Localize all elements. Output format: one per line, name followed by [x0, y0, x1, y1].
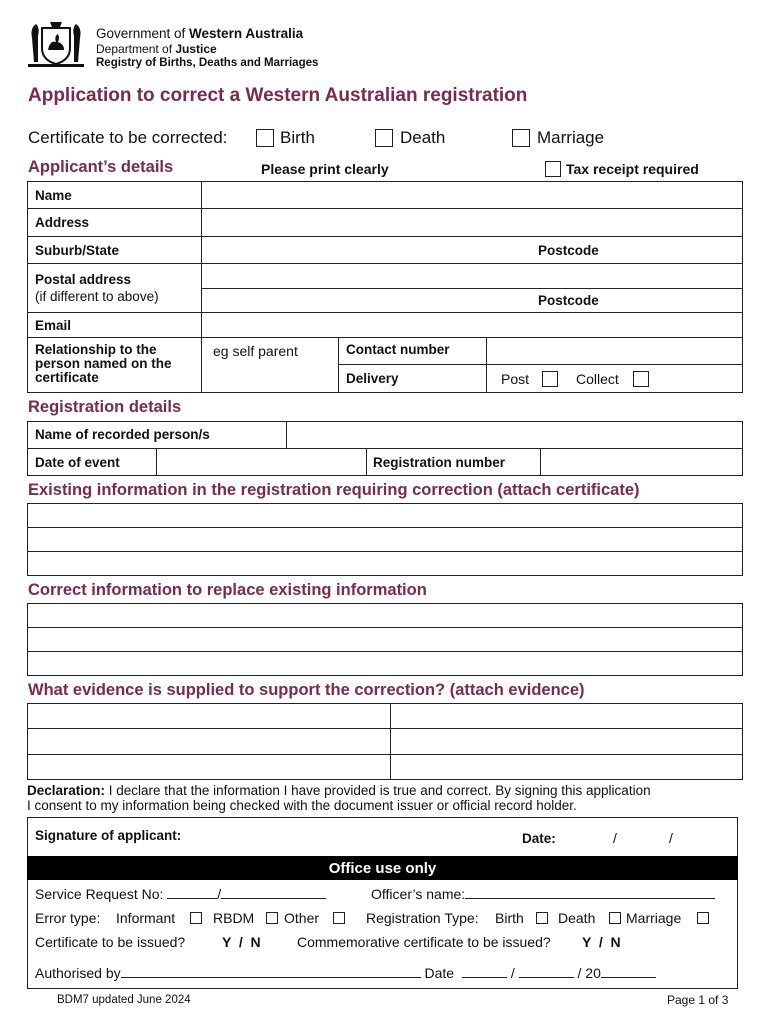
signature-date-slash: / [613, 830, 617, 846]
signature-date-slash: / [669, 830, 673, 846]
error-type-label: Error type: [35, 910, 101, 926]
reg-type-death-label: Death [558, 910, 596, 926]
page-title: Application to correct a Western Australian registration [28, 85, 528, 106]
registration-details-heading: Registration details [28, 398, 182, 416]
evidence-cell[interactable] [391, 704, 742, 728]
commemorative-label: Commemorative certificate to be issued? [297, 934, 551, 950]
reg-type-death-checkbox[interactable] [609, 912, 621, 924]
address-field[interactable] [202, 209, 742, 236]
tax-receipt-checkbox[interactable] [545, 161, 561, 177]
suburb-state-field[interactable] [202, 237, 532, 263]
recorded-name-field[interactable] [287, 422, 742, 448]
informant-checkbox[interactable] [190, 912, 202, 924]
registration-number-label: Registration number [373, 455, 506, 470]
correct-info-line[interactable] [28, 628, 742, 651]
birth-option-label: Birth [280, 128, 315, 147]
collect-checkbox[interactable] [633, 371, 649, 387]
signature-date-label: Date: [522, 831, 556, 846]
service-request-row: Service Request No: / [35, 886, 326, 902]
evidence-cell[interactable] [28, 729, 390, 754]
collect-label: Collect [576, 371, 619, 387]
date-of-event-field[interactable] [157, 449, 366, 475]
postal-address-field[interactable] [202, 264, 742, 288]
correct-info-line[interactable] [28, 604, 742, 627]
relationship-hint: eg self parent [213, 343, 298, 359]
evidence-cell[interactable] [28, 755, 390, 779]
footer-page-number: Page 1 of 3 [667, 993, 729, 1007]
reg-type-marriage-label: Marriage [626, 910, 682, 926]
address-label: Address [35, 215, 90, 230]
applicant-details-heading: Applicant’s details [28, 158, 174, 176]
declaration-text: Declaration: I declare that the information I have provided is true and correct. By signing this application I consent to my information being checked with the document issuer or official record holder. [27, 783, 651, 813]
certificate-issued-yn[interactable]: Y / N [222, 934, 261, 950]
authorised-row: Authorised by Date / / 20 [35, 965, 656, 981]
existing-info-line[interactable] [28, 504, 742, 527]
recorded-name-label: Name of recorded person/s [35, 427, 210, 442]
delivery-label: Delivery [346, 371, 399, 386]
evidence-cell[interactable] [28, 704, 390, 728]
postal-address-note: (if different to above) [35, 289, 159, 304]
commemorative-yn[interactable]: Y / N [582, 934, 621, 950]
rbdm-checkbox[interactable] [266, 912, 278, 924]
signature-label: Signature of applicant: [35, 828, 182, 843]
rbdm-label: RBDM [213, 910, 255, 926]
wa-crest-logo [24, 18, 88, 70]
existing-info-heading: Existing information in the registration requiring correction (attach certificate) [28, 481, 640, 499]
relationship-label: Relationship to the person named on the certificate [35, 342, 172, 385]
footer-version: BDM7 updated June 2024 [57, 994, 191, 1006]
death-option-label: Death [400, 128, 446, 147]
post-checkbox[interactable] [542, 371, 558, 387]
email-label: Email [35, 318, 72, 333]
reg-type-birth-label: Birth [495, 910, 524, 926]
reg-type-marriage-checkbox[interactable] [697, 912, 709, 924]
registry-name: Registry of Births, Deaths and Marriages [96, 57, 319, 69]
marriage-option-label: Marriage [537, 128, 605, 147]
postcode-label: Postcode [538, 243, 599, 258]
name-label: Name [35, 188, 72, 203]
department-name: Department of Justice [96, 42, 217, 56]
post-label: Post [501, 371, 530, 387]
death-checkbox[interactable] [375, 129, 393, 147]
other-checkbox[interactable] [333, 912, 345, 924]
contact-number-label: Contact number [346, 342, 450, 357]
birth-checkbox[interactable] [256, 129, 274, 147]
existing-info-line[interactable] [28, 552, 742, 575]
evidence-cell[interactable] [391, 729, 742, 754]
existing-info-line[interactable] [28, 528, 742, 551]
correct-info-line[interactable] [28, 652, 742, 675]
postal-address-label: Postal address [35, 272, 132, 287]
signature-field[interactable] [210, 822, 510, 852]
evidence-cell[interactable] [391, 755, 742, 779]
name-field[interactable] [202, 182, 742, 208]
contact-number-field[interactable] [487, 338, 742, 364]
registration-number-field[interactable] [541, 449, 742, 475]
marriage-checkbox[interactable] [512, 129, 530, 147]
print-clearly-note: Please print clearly [261, 161, 389, 177]
reg-type-birth-checkbox[interactable] [536, 912, 548, 924]
informant-label: Informant [116, 910, 176, 926]
officer-name-row: Officer’s name: [371, 886, 715, 902]
other-label: Other [284, 910, 320, 926]
evidence-heading: What evidence is supplied to support the correction? (attach evidence) [28, 681, 585, 699]
certificate-issued-label: Certificate to be issued? [35, 934, 186, 950]
org-name: Government of Western Australia [96, 26, 304, 41]
postal-postcode-label: Postcode [538, 293, 599, 308]
tax-receipt-label: Tax receipt required [566, 161, 699, 177]
suburb-state-label: Suburb/State [35, 243, 120, 258]
office-use-title: Office use only [328, 860, 437, 877]
registration-type-label: Registration Type: [366, 910, 479, 926]
date-of-event-label: Date of event [35, 455, 120, 470]
correct-info-heading: Correct information to replace existing information [28, 581, 427, 599]
certificate-label: Certificate to be corrected: [28, 128, 228, 147]
email-field[interactable] [202, 313, 742, 337]
